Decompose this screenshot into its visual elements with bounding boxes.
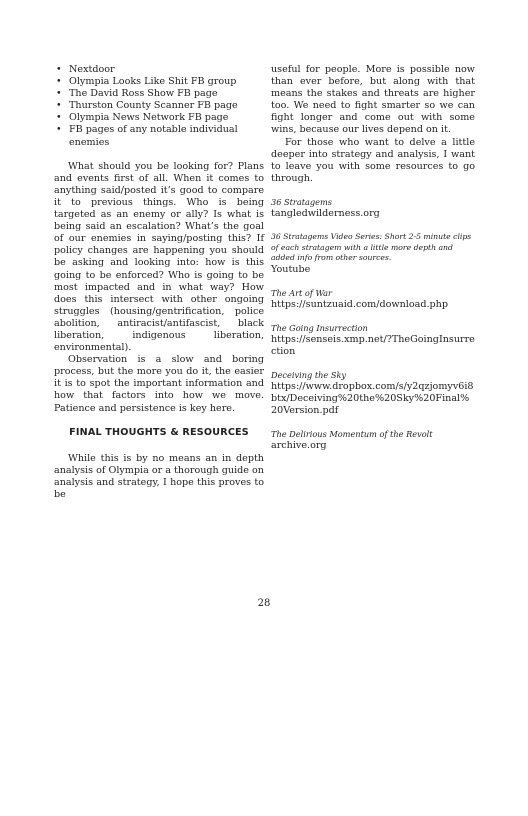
section-heading: FINAL THOUGHTS & RESOURCES xyxy=(69,426,249,438)
resource-title: The Going Insurrection xyxy=(271,323,368,333)
list-item: • Olympia Looks Like Shit FB group xyxy=(54,76,264,88)
resource-link[interactable]: Youtube xyxy=(271,263,311,275)
body-paragraph: While this is by no means an in depth analysis of Olympia or a thorough guide on analysis and strategy, I hope this proves to be xyxy=(54,452,264,500)
resource-entry xyxy=(271,323,475,358)
list-item: • Thurston County Scanner FB page xyxy=(54,100,264,112)
page-number: 28 xyxy=(257,598,271,609)
resource-entry xyxy=(271,288,475,311)
resource-link[interactable]: https://www.dropbox.com/s/y2qzjomyv6i8btx/Deceiving%20the%20Sky%20Final%20Version.pdf xyxy=(271,381,474,417)
list-item: • The David Ross Show FB page xyxy=(54,88,264,100)
list-item: • Nextdoor xyxy=(54,64,264,76)
resource-title: The Art of War xyxy=(271,287,332,298)
resource-link[interactable]: tangledwilderness.org xyxy=(271,207,380,219)
resource-title: Deceiving the Sky xyxy=(271,370,347,381)
resource-entry xyxy=(271,429,475,452)
right-column xyxy=(271,64,475,453)
continued-paragraph: useful for people. More is possible now than ever before, but along with that means the stakes and threats are higher too. We need to fight smarter so we can fight longer and come out with some wins, because our lives depend on it. xyxy=(271,64,475,136)
body-paragraph: Observation is a slow and boring process, but the more you do it, the easier it is to spot the important information and how that factors into how we move. Patience and persistence is key here. xyxy=(54,354,264,414)
list-item: • Olympia News Network FB page xyxy=(54,112,264,124)
resource-title: 36 Stratagems Video Series: Short 2-5 minute clips of each stratagem with a little more depth and added info from other sources. xyxy=(271,232,472,263)
body-paragraph: For those who want to delve a little deeper into strategy and analysis, I want to leave you with some resources to go through. xyxy=(271,136,475,184)
list-item: • FB pages of any notable individual enemies xyxy=(54,124,264,148)
left-column xyxy=(54,64,264,501)
resource-link[interactable]: https://senseis.xmp.net/?TheGoingInsurrection xyxy=(271,334,475,358)
resource-link[interactable]: archive.org xyxy=(271,440,327,452)
resource-title: 36 Stratagems xyxy=(271,196,332,207)
source-list xyxy=(54,64,264,149)
body-paragraph: What should you be looking for? Plans and events first of all. When it comes to anything said/posted it’s good to compare it to previous things. Who is being targeted as an enemy or ally? Is what is being said an escalation? What’s the goal of our enemies in saying/posting this? If policy changes are happening you should be asking and looking into: how is this going to be enforced? Who is going to be most impacted and in what way? How does this intersect with other ongoing struggles (housing/gentrification, police abolition, antiracist/antifascist, black liberation, indigenous liberation, environmental). xyxy=(54,160,264,354)
resource-entry xyxy=(271,197,475,220)
resource-link[interactable]: https://suntzuaid.com/download.php xyxy=(271,298,449,310)
resource-title: The Delirious Momentum of the Revolt xyxy=(271,429,433,440)
resource-entry xyxy=(271,232,475,276)
resource-entry xyxy=(271,370,475,417)
